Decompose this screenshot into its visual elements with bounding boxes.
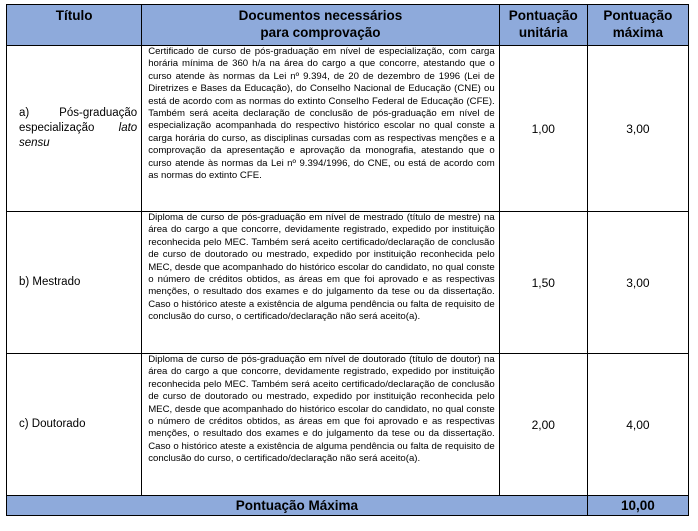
header-documentos: [142, 5, 500, 46]
table-row-especializacao: [7, 46, 689, 212]
header-titulo: Título: [7, 5, 142, 46]
header-unitaria-line1: Pontuação: [508, 8, 578, 23]
row-documents: Diploma de curso de pós-graduação em nível de doutorado (título de doutor) na área do cargo a que concorre, devidamente registrado, expedido por instituição reconhecida pelo MEC. Também será aceito certificado/declaração de conclusão de curso de doutorado ou mestrado, expedido por instituição reconhecida pelo MEC, desde que acompanhado do histórico escolar do candidato, no qual conste o número de créditos obtidos, as áreas em que foi aprovado e as respectivas menções, o resultado dos exames e do julgamento da tese ou da dissertação. Caso o histórico ateste a existência de alguma pendência ou falta de requisito de conclusão do curso, o certificado/declaração não será aceito(a).: [142, 354, 500, 496]
row-title: a) Pós-graduação especialização lato sensu: [7, 46, 142, 212]
header-unitaria-line2: unitária: [518, 25, 568, 40]
header-pontuacao-unitaria: [499, 5, 587, 46]
header-maxima-line2: máxima: [612, 25, 664, 40]
header-documentos-line2: para comprovação: [260, 25, 381, 40]
header-pontuacao-maxima: [587, 5, 688, 46]
row-max-score: 3,00: [587, 46, 688, 212]
row-documents: Diploma de curso de pós-graduação em nível de mestrado (título de mestre) na área do cargo a que concorre, devidamente registrado, expedido por instituição reconhecida pelo MEC. Também será aceito certificado/declaração de conclusão de curso de doutorado ou mestrado, expedido por instituição reconhecida pelo MEC, desde que acompanhado do histórico escolar do candidato, no qual conste o número de créditos obtidos, as áreas em que foi aprovado e as respectivas menções, o resultado dos exames e do julgamento da tese ou da dissertação. Caso o histórico ateste a existência de alguma pendência ou falta de requisito de conclusão do curso, o certificado/declaração não será aceito(a).: [142, 212, 500, 354]
row-max-score: 4,00: [587, 354, 688, 496]
table-row-doutorado: [7, 354, 689, 496]
row-title: c) Doutorado: [7, 354, 142, 496]
row-max-score: 3,00: [587, 212, 688, 354]
row-unit-score: 1,50: [499, 212, 587, 354]
footer-row: [7, 496, 689, 516]
header-maxima-line1: Pontuação: [603, 8, 673, 23]
row-unit-score: 2,00: [499, 354, 587, 496]
header-documentos-line1: Documentos necessários: [238, 8, 403, 23]
row-documents: Certificado de curso de pós-graduação em nível de especialização, com carga horária mínima de 360 h/a na área do cargo a que concorre, atestando que o curso atende às normas da Lei nº 9.394, de 20 de dezembro de 1996 (Lei de Diretrizes e Bases da Educação), do Conselho Nacional de Educação (CNE) ou está de acordo com as normas do extinto Conselho Federal de Educação (CFE). Também será aceita declaração de conclusão de pós-graduação em nível de especialização acompanhada do respectivo histórico escolar no qual conste a carga horária do curso, as disciplinas cursadas com as respectivas menções e a comprovação da apresentação e aprovação da monografia, atestando que o curso atende às normas da Lei nº 9.394/1996, do CNE, ou está de acordo com as normas do extinto CFE.: [142, 46, 500, 212]
header-row: [7, 5, 689, 46]
row-title: b) Mestrado: [7, 212, 142, 354]
footer-label: Pontuação Máxima: [7, 496, 588, 516]
score-table: [6, 4, 689, 516]
table-row-mestrado: [7, 212, 689, 354]
row-unit-score: 1,00: [499, 46, 587, 212]
footer-total: 10,00: [587, 496, 688, 516]
row-title-italic: lato sensu: [19, 122, 138, 149]
